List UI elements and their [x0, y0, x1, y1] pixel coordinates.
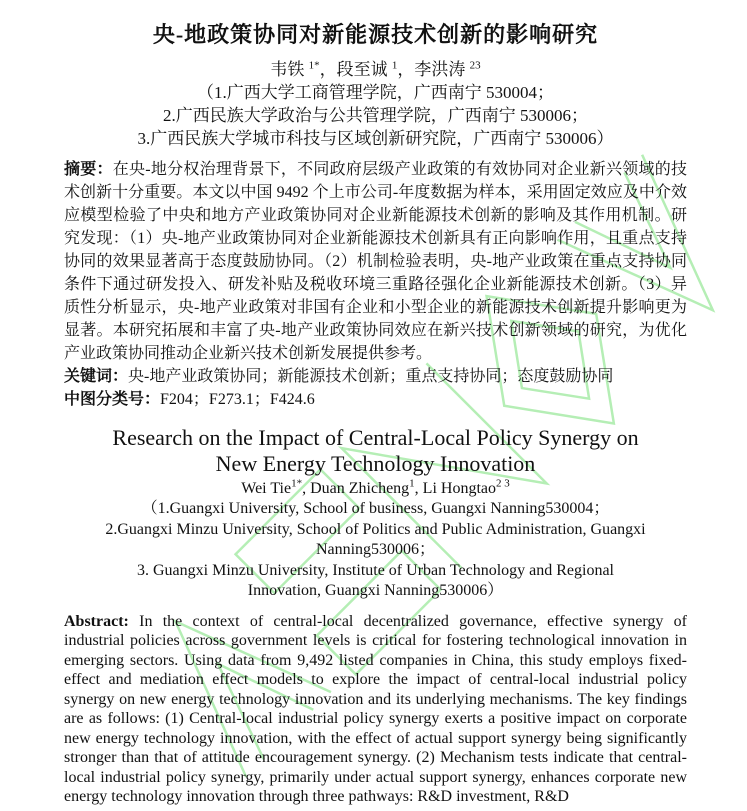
affiliation-line: 2.Guangxi Minzu University, School of Politics and Public Administration, Guangxi: [105, 520, 646, 538]
affiliation-line: 3. Guangxi Minzu University, Institute of Urban Technology and Regional: [136, 561, 614, 579]
keywords-text-cn: 央-地产业政策协同；新能源技术创新；重点支持协同；态度鼓励协同: [128, 368, 614, 385]
keywords-cn: [64, 365, 687, 388]
author-name: , Duan Zhicheng: [302, 480, 410, 497]
author-name: ，段至诚: [319, 60, 392, 79]
affiliation-line: Nanning530006；: [315, 541, 436, 558]
clc-number: [64, 388, 687, 411]
clc-text: F204；F273.1；F424.6: [160, 391, 315, 408]
author-name: ，李洪涛: [397, 60, 470, 79]
affiliation-line: （1.广西大学工商管理学院，广西南宁 530004；: [197, 83, 554, 102]
author-superscript: 1*: [308, 59, 320, 72]
affiliations-cn: [64, 81, 687, 150]
affiliation-line: 3.广西民族大学城市科技与区域创新研究院，广西南宁 530006）: [137, 129, 614, 148]
abstract-text-en: In the context of central-local decentralized governance, effective synergy of industrial policies across government levels is critical for fostering technological innovation in emerging sectors. Using data from 9,492 listed companies in China, this study employs fixed-effect and mediation effect models to explore the impact of central-local industrial policy synergy on new energy technology innovation and its underlying mechanisms. The key findings are as follows: (1) Central-local industrial policy synergy exerts a positive impact on corporate new energy technology innovation, with the effect of actual support synergy being significantly stronger than that of attitude encouragement synergy. (2) Mechanism tests indicate that central-local industrial policy synergy, primarily under actual support synergy, enhances corporate new energy technology innovation through three pathways: R&D investment, R&D: [64, 612, 687, 805]
author-superscript: 1*: [291, 477, 303, 490]
author-name: Wei Tie: [241, 480, 292, 497]
clc-label: 中图分类号：: [64, 391, 161, 408]
author-superscript: 1: [391, 59, 398, 72]
author-cn: [397, 60, 480, 79]
author-name: , Li Hongtao: [414, 480, 496, 497]
abstract-cn: [64, 158, 687, 365]
affiliation-line: Innovation, Guangxi Nanning530006）: [247, 582, 504, 599]
authors-en: [64, 478, 687, 499]
paper-title-en: [64, 425, 687, 477]
abstract-en: [64, 612, 687, 807]
affiliation-line: （1.Guangxi University, School of business, Guangxi Nanning530004；: [141, 500, 610, 517]
author-name: 韦铁: [270, 60, 309, 79]
authors-cn: [64, 58, 687, 81]
author-en: [241, 477, 303, 497]
author-superscript: 2 3: [496, 477, 510, 490]
author-superscript: 23: [469, 59, 481, 72]
affiliation-line: 2.广西民族大学政治与公共管理学院，广西南宁 530006；: [163, 106, 588, 125]
author-en: [414, 477, 510, 497]
author-superscript: 1: [409, 477, 415, 490]
affiliations-en: [64, 499, 687, 602]
keywords-label-cn: 关键词：: [64, 368, 129, 385]
abstract-label-cn: 摘要：: [64, 161, 113, 178]
author-cn: [270, 60, 319, 79]
abstract-label-en: Abstract:: [64, 612, 140, 630]
english-section: [64, 425, 687, 807]
paper-title-cn: 央-地政策协同对新能源技术创新的影响研究: [152, 22, 599, 47]
author-en: [302, 477, 415, 497]
title-en-line: New Energy Technology Innovation: [215, 451, 536, 476]
paper-content: [64, 20, 687, 807]
title-en-line: Research on the Impact of Central-Local Policy Synergy on: [112, 425, 639, 450]
abstract-text-cn: 在央-地分权治理背景下，不同政府层级产业政策的有效协同对企业新兴领域的技术创新十分重要。本文以中国 9492 个上市公司-年度数据为样本，采用固定效应及中介效应模型检验了中央和地方产业政策协同对企业新能源技术创新的影响及其作用机制。研究发现：（1）央-地产业政策协同对企业新能源技术创新具有正向影响作用，且重点支持协同的效果显著高于态度鼓励协同。（2）机制检验表明，央-地产业政策在重点支持协同条件下通过研发投入、研发补贴及税收环境三重路径强化企业新能源技术创新。（3）异质性分析显示，央-地产业政策对非国有企业和小型企业的新能源技术创新提升影响更为显著。本研究拓展和丰富了央-地产业政策协同效应在新兴技术创新领域的研究，为优化产业政策协同推动企业新兴技术创新发展提供参考。: [64, 161, 687, 362]
author-cn: [320, 60, 398, 79]
